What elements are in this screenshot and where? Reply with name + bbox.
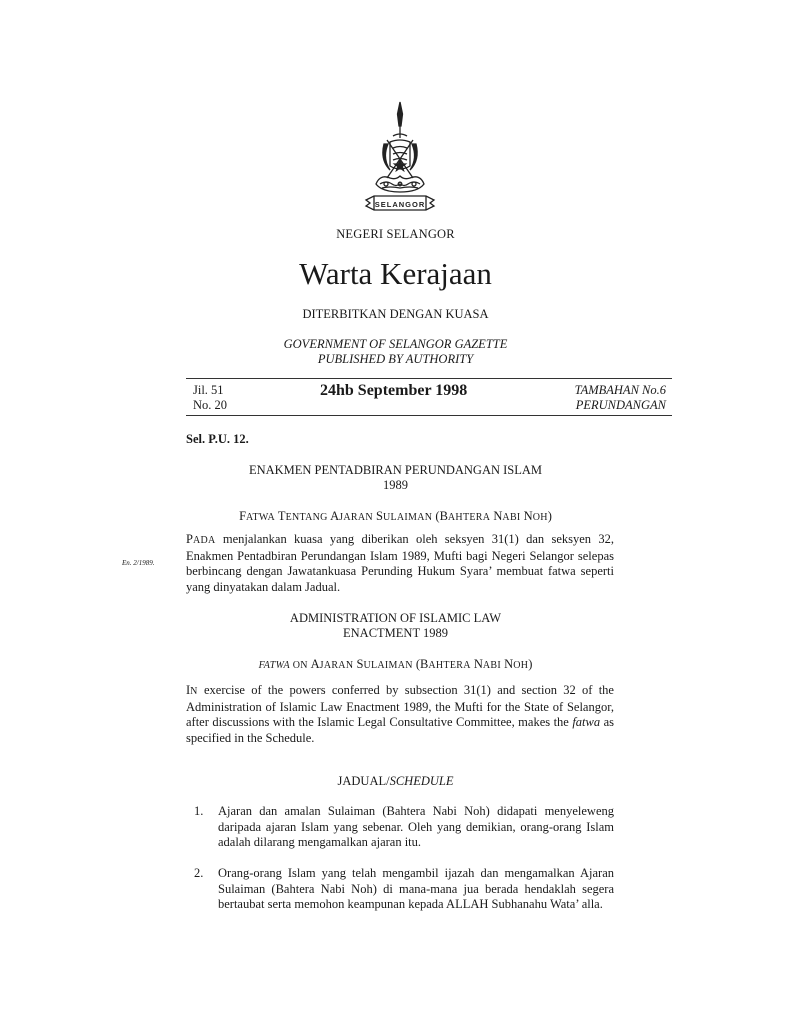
- side-note: En. 2/1989.: [122, 559, 155, 567]
- issue-volume: Jil. 51: [193, 383, 224, 397]
- schedule-heading: JADUAL/SCHEDULE: [337, 774, 454, 788]
- schedule-item-number: 2.: [194, 866, 204, 880]
- top-rule: [186, 378, 672, 379]
- issue-supplement: [540, 383, 666, 413]
- schedule-item-number: 1.: [194, 804, 204, 818]
- schedule-item-text: Orang-orang Islam yang telah mengambil ijazah dan mengamalkan Ajaran Sulaiman (Bahtera Nabi Noh) di mana-mana jua berada hendaklah segera bertaubat serta memohon keampunan kepada ALLAH Subhanahu Wata’ alla.: [218, 866, 614, 911]
- selangor-crest-icon: [360, 100, 440, 222]
- notice-reference: Sel. P.U. 12.: [186, 432, 249, 446]
- issue-volume-number: [193, 383, 227, 413]
- gazette-english-line2: PUBLISHED BY AUTHORITY: [317, 352, 474, 366]
- supplement-category: PERUNDANGAN: [575, 398, 666, 412]
- malay-enactment-line1: ENAKMEN PENTADBIRAN PERUNDANGAN ISLAM: [248, 463, 543, 477]
- state-name: NEGERI SELANGOR: [336, 227, 455, 241]
- crest-ribbon-label: SELANGOR: [374, 199, 426, 209]
- gazette-english-line1: GOVERNMENT OF SELANGOR GAZETTE: [283, 337, 508, 351]
- published-malay: DITERBITKAN DENGAN KUASA: [302, 307, 489, 321]
- gazette-title: Warta Kerajaan: [299, 256, 492, 291]
- malay-body-paragraph: PADA menjalankan kuasa yang diberikan oleh seksyen 31(1) dan seksyen 32, Enakmen Pentadbiran Perundangan Islam 1989, Mufti bagi Negeri Selangor selepas berbincang dengan Jawatankuasa Perunding Hukum Syara’ membuat fatwa seperti yang dinyatakan dalam Jadual.: [186, 532, 614, 594]
- schedule-item-text: Ajaran dan amalan Sulaiman (Bahtera Nabi Noh) didapati menyeleweng daripada ajaran Islam yang sebenar. Oleh yang demikian, orang-orang Islam adalah dilarang mengamalkan ajaran itu.: [218, 804, 614, 849]
- malay-fatwa-title: FATWA TENTANG AJARAN SULAIMAN (BAHTERA NABI NOH): [239, 509, 552, 523]
- english-body-paragraph: IN exercise of the powers conferred by subsection 31(1) and section 32 of the Administration of Islamic Law Enactment 1989, the Mufti for the State of Selangor, after discussions with the Islamic Legal Consultative Committee, makes the fatwa as specified in the Schedule.: [186, 683, 615, 745]
- malay-enactment-line2: 1989: [383, 478, 408, 492]
- english-enactment-heading: [0, 611, 791, 641]
- english-enactment-line2: ENACTMENT 1989: [343, 626, 448, 640]
- malay-enactment-heading: [0, 463, 791, 493]
- issue-date: 24hb September 1998: [320, 382, 468, 399]
- supplement-number: TAMBAHAN No.6: [574, 383, 666, 397]
- english-enactment-line1: ADMINISTRATION OF ISLAMIC LAW: [289, 611, 502, 625]
- issue-number: No. 20: [193, 398, 228, 412]
- english-fatwa-title: FATWA ON AJARAN SULAIMAN (BAHTERA NABI NOH): [258, 657, 533, 671]
- bottom-rule: [186, 415, 672, 416]
- gazette-english-heading: [0, 337, 791, 367]
